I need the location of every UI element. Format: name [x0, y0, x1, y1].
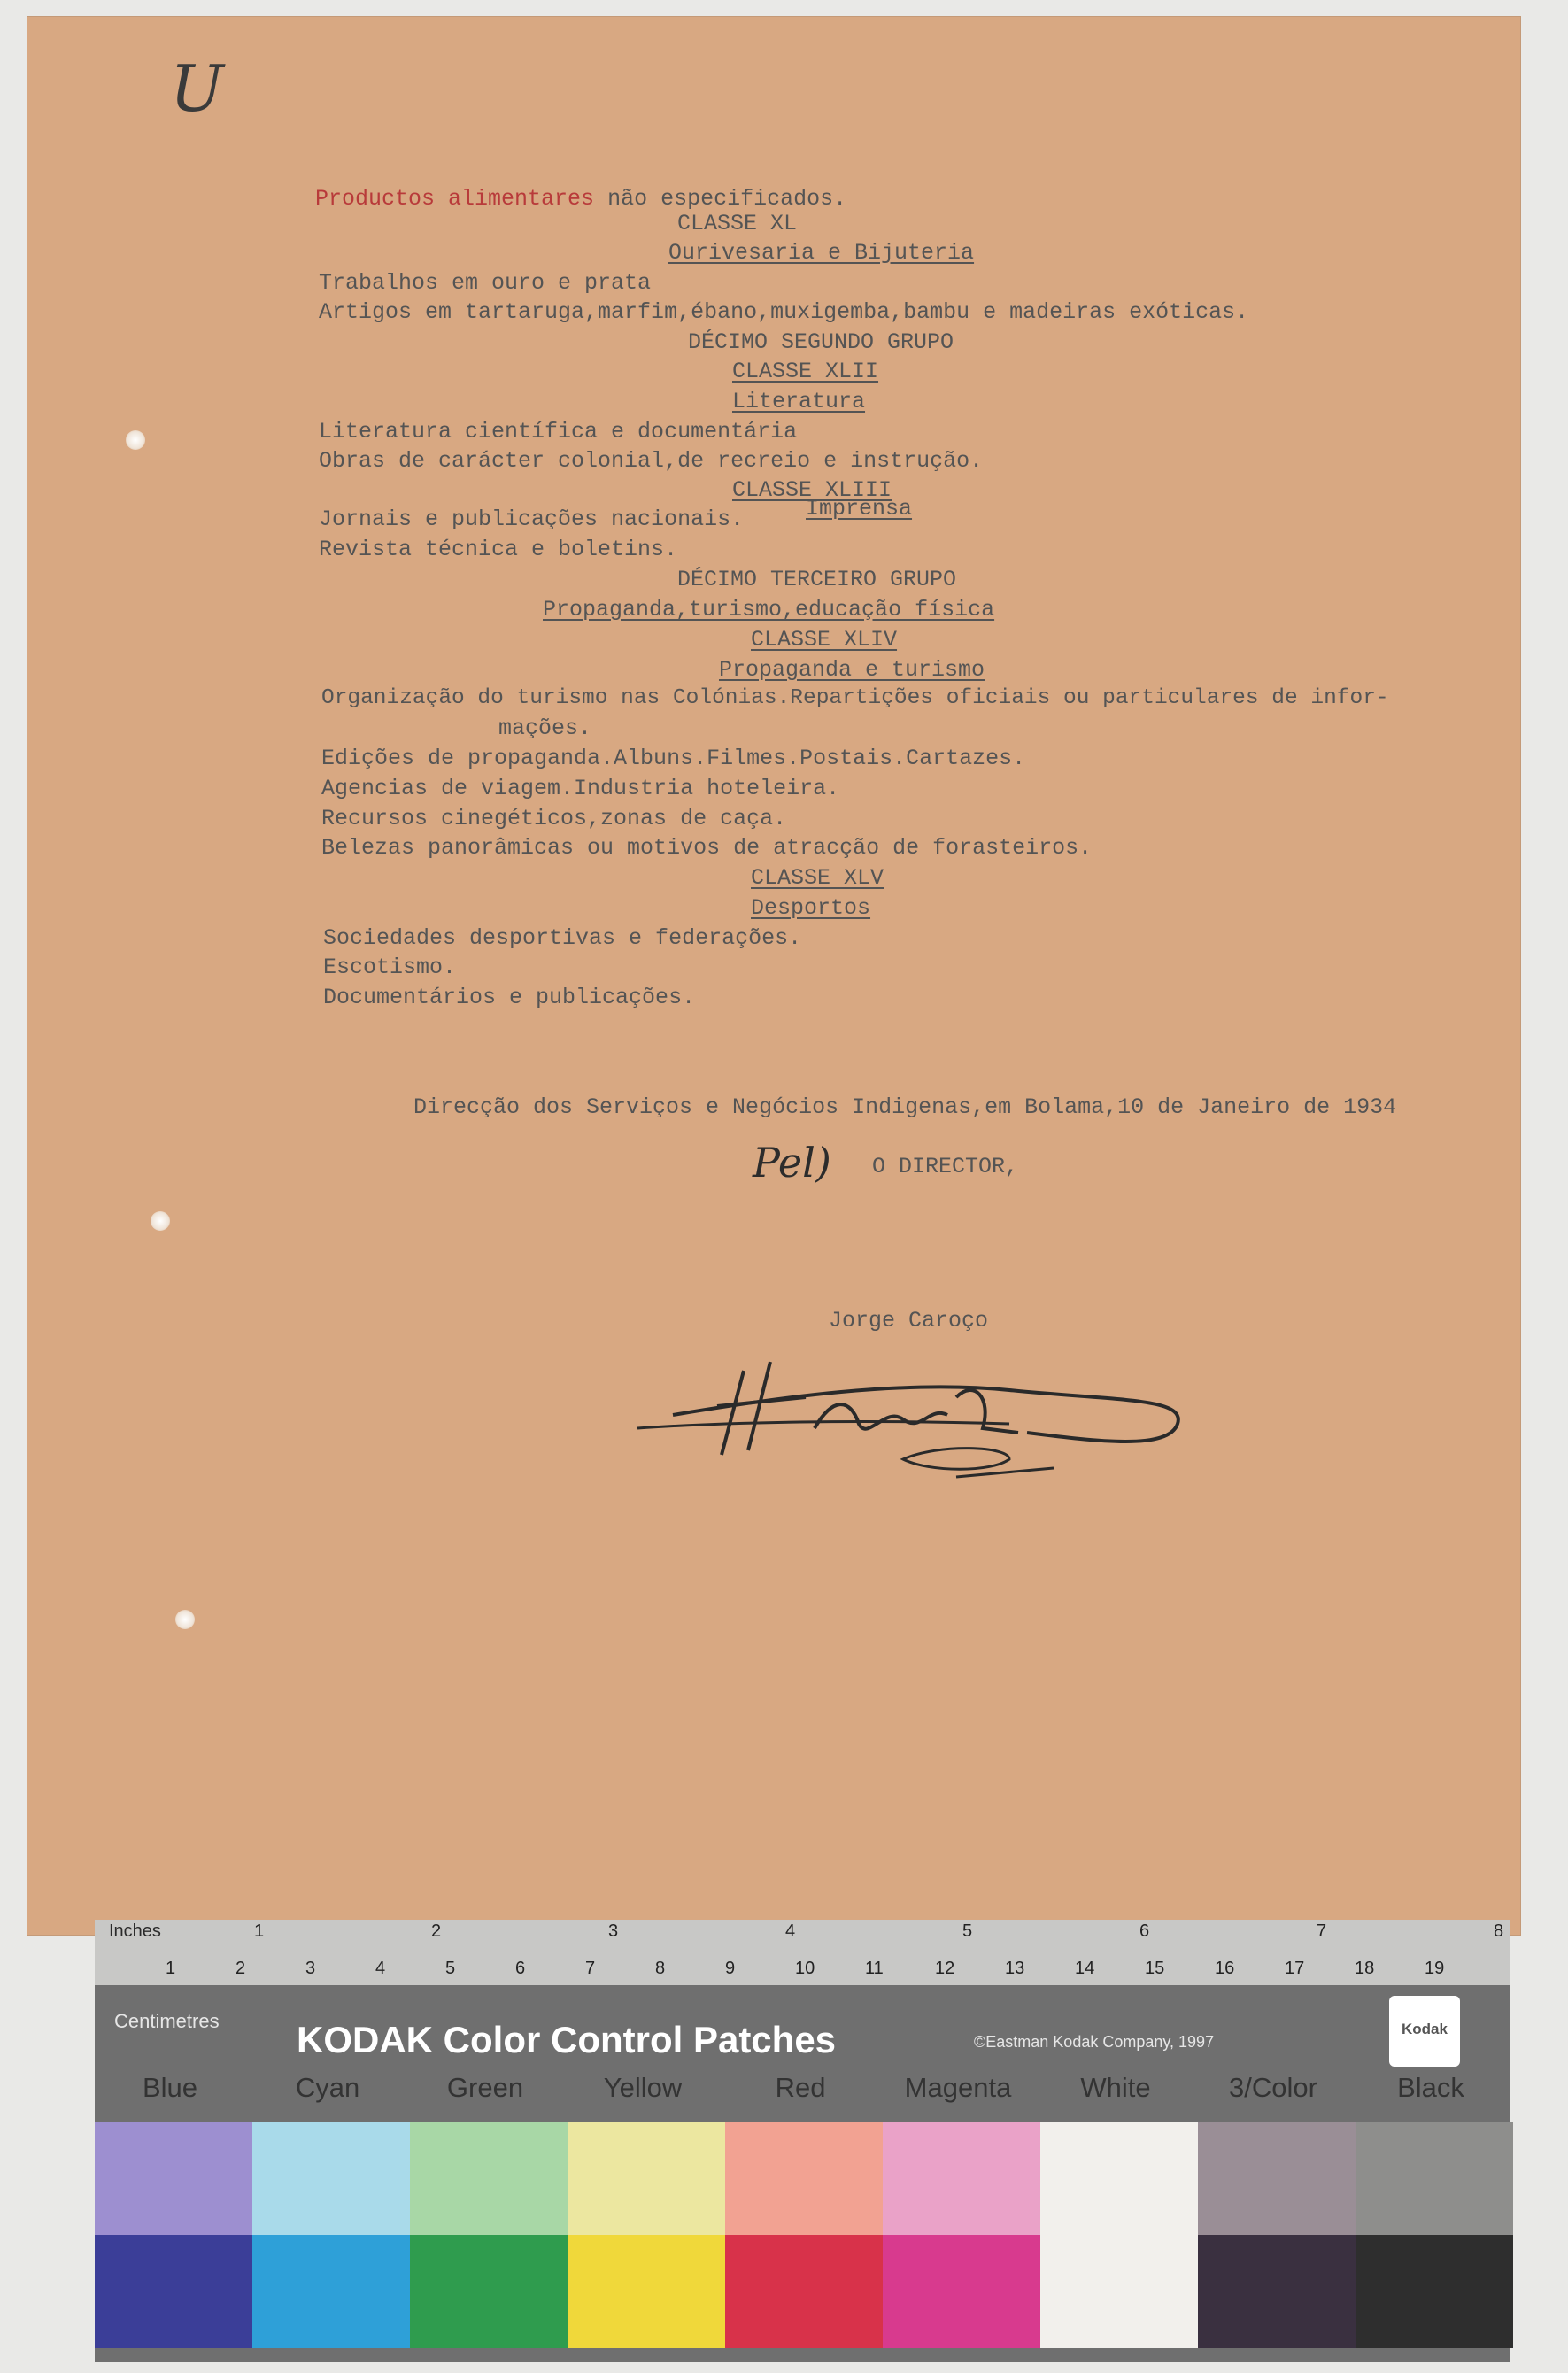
color-control-card	[95, 1920, 1510, 2362]
line-12: Jornais e publicações nacionais.	[319, 506, 745, 532]
color-patch-top	[725, 2122, 883, 2235]
cm-number: 9	[725, 1959, 736, 1978]
class-xlv-title: Desportos	[751, 895, 871, 921]
cm-number: 14	[1075, 1959, 1095, 1978]
patch-label: Yellow	[603, 2072, 683, 2103]
color-patch-top	[410, 2122, 568, 2235]
color-patch-bottom	[725, 2235, 883, 2348]
director-title: O DIRECTOR,	[872, 1154, 1019, 1179]
line-24: Belezas panorâmicas ou motivos de atracção de forasteiros.	[321, 835, 1093, 861]
kodak-logo-text: Kodak	[1402, 2021, 1448, 2037]
copyright-text: ©Eastman Kodak Company, 1997	[974, 2033, 1215, 2051]
color-patch-top	[883, 2122, 1040, 2235]
red-heading: Productos alimentares	[315, 186, 595, 212]
patch-label: Magenta	[904, 2072, 1012, 2103]
cm-number: 13	[1005, 1959, 1025, 1978]
inch-number: 8	[1494, 1921, 1504, 1941]
color-patch-bottom	[568, 2235, 725, 2348]
cm-number: 18	[1355, 1959, 1375, 1978]
line-23: Recursos cinegéticos,zonas de caça.	[321, 806, 787, 831]
group-12-heading: DÉCIMO SEGUNDO GRUPO	[688, 329, 954, 355]
line-1	[315, 186, 846, 212]
inch-number: 2	[431, 1921, 442, 1941]
cm-number: 1	[166, 1959, 176, 1978]
date-line: Direcção dos Serviços e Negócios Indigenas,em Bolama,10 de Janeiro de 1934	[413, 1094, 1397, 1120]
line-20: mações.	[498, 715, 592, 741]
cm-number: 19	[1425, 1959, 1445, 1978]
punch-hole	[175, 1610, 195, 1629]
color-patch-top	[1356, 2122, 1513, 2235]
cm-number: 10	[795, 1959, 815, 1978]
class-xliv-title: Propaganda e turismo	[719, 657, 985, 683]
punch-hole	[151, 1211, 170, 1231]
patch-label: 3/Color	[1229, 2072, 1317, 2103]
line-21: Edições de propaganda.Albuns.Filmes.Postais.Cartazes.	[321, 746, 1026, 771]
kodak-logo	[1389, 1996, 1460, 2067]
line-5: Artigos em tartaruga,marfim,ébano,muxigemba,bambu e madeiras exóticas.	[319, 299, 1249, 325]
cm-number: 12	[935, 1959, 955, 1978]
cm-number: 2	[236, 1959, 246, 1978]
class-xliii-title: Imprensa	[806, 496, 913, 522]
color-patch-top	[95, 2122, 252, 2235]
punch-hole	[126, 430, 145, 450]
inch-number: 4	[785, 1921, 796, 1941]
color-patch-bottom	[410, 2235, 568, 2348]
patch-label: Black	[1397, 2072, 1464, 2103]
inches-label: Inches	[109, 1921, 161, 1941]
cm-number: 11	[865, 1959, 884, 1978]
cm-number: 6	[515, 1959, 526, 1978]
cm-number: 3	[305, 1959, 316, 1978]
inch-number: 5	[962, 1921, 973, 1941]
inch-number: 1	[254, 1921, 265, 1941]
line-28: Escotismo.	[323, 955, 457, 980]
handwritten-signature	[637, 1344, 1240, 1495]
centimetres-label: Centimetres	[114, 2010, 220, 2032]
patch-label: Green	[446, 2072, 524, 2103]
line-19: Organização do turismo nas Colónias.Repartições oficiais ou particulares de infor-	[321, 686, 1389, 710]
cm-number: 7	[585, 1959, 596, 1978]
color-patch-top	[1198, 2122, 1356, 2235]
inch-number: 6	[1139, 1921, 1150, 1941]
color-patch-bottom	[1198, 2235, 1356, 2348]
color-patch-top	[568, 2122, 725, 2235]
color-patch-bottom	[883, 2235, 1040, 2348]
card-title: KODAK Color Control Patches	[297, 2019, 837, 2060]
color-patch-bottom	[1040, 2235, 1198, 2348]
color-patch-bottom	[1356, 2235, 1513, 2348]
pel-mark: Pel)	[753, 1139, 831, 1186]
cm-number: 4	[375, 1959, 386, 1978]
ruler-strip	[95, 1920, 1510, 1985]
class-xl-heading: CLASSE XL	[677, 211, 798, 236]
patch-label: Red	[775, 2072, 826, 2103]
patch-label: Cyan	[295, 2072, 360, 2103]
margin-mark: U	[170, 51, 224, 126]
line-29: Documentários e publicações.	[323, 985, 696, 1010]
class-xlii-heading: CLASSE XLII	[732, 359, 879, 384]
signatory-name: Jorge Caroço	[829, 1308, 989, 1333]
patch-label: Blue	[142, 2072, 198, 2103]
line-9: Literatura científica e documentária	[319, 419, 798, 444]
inch-number: 7	[1317, 1921, 1327, 1941]
line-10: Obras de carácter colonial,de recreio e instrução.	[319, 448, 984, 474]
patch-label: White	[1080, 2072, 1151, 2103]
line-27: Sociedades desportivas e federações.	[323, 925, 802, 951]
cm-number: 8	[655, 1959, 666, 1978]
line-14: Revista técnica e boletins.	[319, 537, 678, 562]
line-22: Agencias de viagem.Industria hoteleira.	[321, 776, 840, 801]
group-13-title: Propaganda,turismo,educação física	[543, 597, 995, 622]
group-13-heading: DÉCIMO TERCEIRO GRUPO	[677, 567, 957, 592]
line-4: Trabalhos em ouro e prata	[319, 270, 652, 296]
class-xliii-heading: CLASSE XLIII	[732, 477, 892, 503]
cm-number: 5	[445, 1959, 456, 1978]
cm-number: 16	[1215, 1959, 1235, 1978]
class-xlii-title: Literatura	[732, 389, 866, 414]
line-1-text: não especificados.	[594, 186, 847, 212]
cm-number: 17	[1285, 1959, 1305, 1978]
cm-number: 15	[1145, 1959, 1165, 1978]
color-patch-top	[1040, 2122, 1198, 2235]
color-patch-top	[252, 2122, 410, 2235]
color-patch-bottom	[252, 2235, 410, 2348]
color-patch-bottom	[95, 2235, 252, 2348]
class-xliv-heading: CLASSE XLIV	[751, 627, 898, 653]
class-xl-title: Ourivesaria e Bijuteria	[668, 240, 975, 266]
document-page	[27, 16, 1521, 1936]
inch-number: 3	[608, 1921, 619, 1941]
class-xlv-heading: CLASSE XLV	[751, 865, 884, 891]
